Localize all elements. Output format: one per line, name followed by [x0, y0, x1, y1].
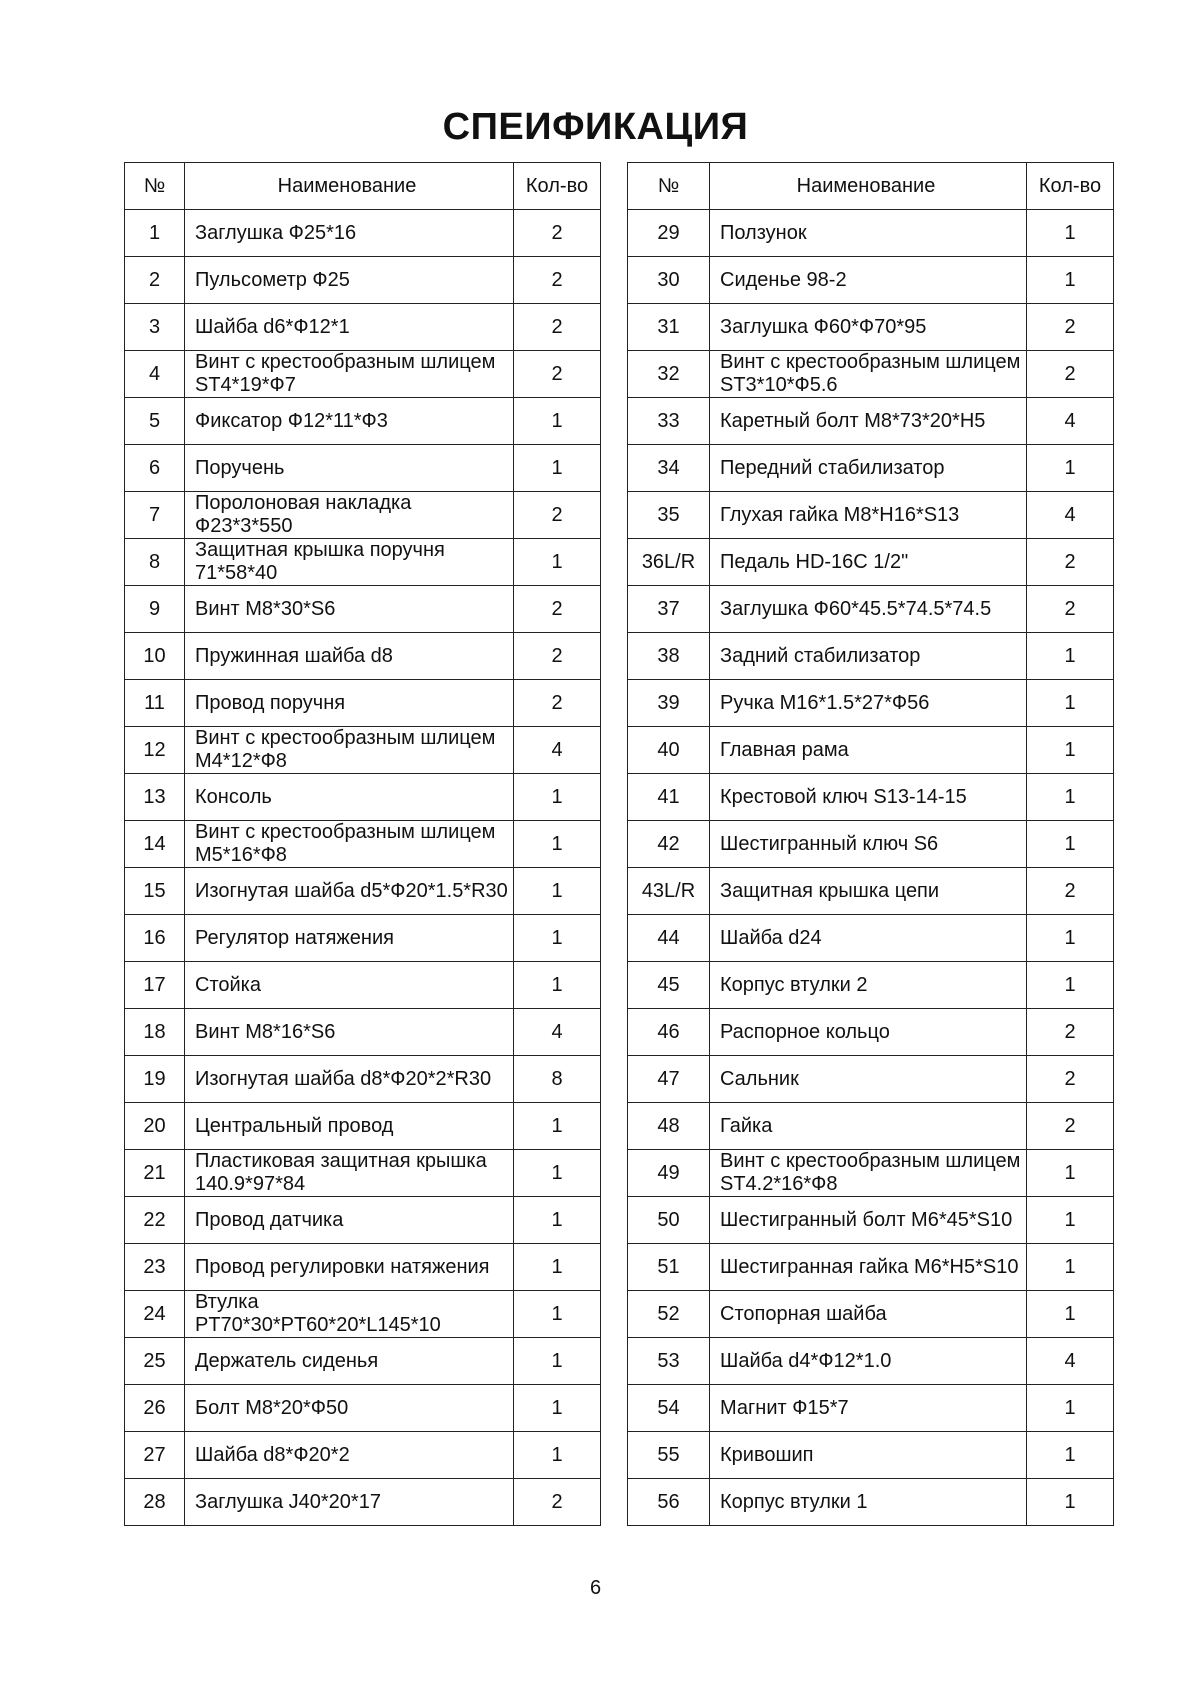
cell-name: Корпус втулки 1 [710, 1479, 1027, 1526]
cell-number: 6 [125, 445, 185, 492]
cell-name: Задний стабилизатор [710, 633, 1027, 680]
cell-name: Ползунок [710, 210, 1027, 257]
cell-quantity: 1 [514, 915, 601, 962]
table-row [628, 915, 1114, 962]
cell-name: Провод датчика [185, 1197, 514, 1244]
table-row [628, 445, 1114, 492]
cell-number: 25 [125, 1338, 185, 1385]
table-row [125, 398, 601, 445]
cell-quantity: 2 [1027, 304, 1114, 351]
table-row [628, 774, 1114, 821]
cell-number: 7 [125, 492, 185, 539]
cell-number: 56 [628, 1479, 710, 1526]
table-row [125, 351, 601, 398]
cell-number: 15 [125, 868, 185, 915]
table-row [628, 492, 1114, 539]
cell-quantity: 4 [1027, 398, 1114, 445]
header-quantity: Кол-во [1027, 163, 1114, 210]
table-row [628, 727, 1114, 774]
cell-name: Консоль [185, 774, 514, 821]
cell-name: Стопорная шайба [710, 1291, 1027, 1338]
cell-quantity: 1 [514, 868, 601, 915]
cell-number: 29 [628, 210, 710, 257]
cell-number: 52 [628, 1291, 710, 1338]
cell-name: Изогнутая шайба d8*Ф20*2*R30 [185, 1056, 514, 1103]
cell-name: Заглушка Ф60*Ф70*95 [710, 304, 1027, 351]
cell-name: Защитная крышка цепи [710, 868, 1027, 915]
cell-name: Гайка [710, 1103, 1027, 1150]
cell-number: 20 [125, 1103, 185, 1150]
cell-quantity: 1 [514, 1338, 601, 1385]
cell-number: 14 [125, 821, 185, 868]
cell-name: Магнит Ф15*7 [710, 1385, 1027, 1432]
cell-number: 19 [125, 1056, 185, 1103]
table-row [125, 868, 601, 915]
cell-name: Поручень [185, 445, 514, 492]
cell-number: 21 [125, 1150, 185, 1197]
cell-number: 53 [628, 1338, 710, 1385]
table-row [125, 727, 601, 774]
table-row [125, 539, 601, 586]
cell-quantity: 1 [1027, 1244, 1114, 1291]
cell-name: Распорное кольцо [710, 1009, 1027, 1056]
cell-quantity: 1 [1027, 257, 1114, 304]
cell-number: 27 [125, 1432, 185, 1479]
cell-name: Крестовой ключ S13-14-15 [710, 774, 1027, 821]
cell-number: 42 [628, 821, 710, 868]
cell-quantity: 2 [514, 351, 601, 398]
cell-quantity: 2 [514, 257, 601, 304]
cell-name: Винт с крестообразным шлицем M4*12*Ф8 [185, 727, 514, 774]
cell-quantity: 2 [514, 633, 601, 680]
cell-name: Винт с крестообразным шлицем ST4.2*16*Ф8 [710, 1150, 1027, 1197]
table-header-row [125, 163, 601, 210]
cell-name: Заглушка J40*20*17 [185, 1479, 514, 1526]
cell-quantity: 4 [1027, 492, 1114, 539]
cell-name: Винт с крестообразным шлицем M5*16*Ф8 [185, 821, 514, 868]
cell-quantity: 1 [514, 774, 601, 821]
cell-number: 41 [628, 774, 710, 821]
cell-name: Главная рама [710, 727, 1027, 774]
cell-name: Заглушка Ф60*45.5*74.5*74.5 [710, 586, 1027, 633]
cell-name: Регулятор натяжения [185, 915, 514, 962]
cell-name: Шайба d8*Ф20*2 [185, 1432, 514, 1479]
cell-name: Педаль HD-16C 1/2" [710, 539, 1027, 586]
table-row [628, 586, 1114, 633]
cell-quantity: 1 [1027, 915, 1114, 962]
cell-name: Стойка [185, 962, 514, 1009]
table-row [125, 1385, 601, 1432]
cell-quantity: 2 [514, 680, 601, 727]
table-row [628, 1244, 1114, 1291]
cell-quantity: 2 [1027, 539, 1114, 586]
table-row [125, 257, 601, 304]
table-row [628, 1432, 1114, 1479]
table-row [125, 1244, 601, 1291]
table-row [125, 680, 601, 727]
cell-quantity: 1 [1027, 774, 1114, 821]
cell-number: 49 [628, 1150, 710, 1197]
cell-name: Ручка M16*1.5*27*Ф56 [710, 680, 1027, 727]
cell-number: 38 [628, 633, 710, 680]
table-row [125, 445, 601, 492]
table-row [628, 1479, 1114, 1526]
table-row [125, 1056, 601, 1103]
cell-number: 37 [628, 586, 710, 633]
cell-name: Шестигранная гайка M6*H5*S10 [710, 1244, 1027, 1291]
cell-quantity: 1 [514, 1197, 601, 1244]
header-number: № [628, 163, 710, 210]
cell-quantity: 1 [514, 1244, 601, 1291]
cell-quantity: 1 [1027, 210, 1114, 257]
table-row [125, 1009, 601, 1056]
cell-name: Заглушка Ф25*16 [185, 210, 514, 257]
table-row [628, 1150, 1114, 1197]
table-row [125, 821, 601, 868]
cell-quantity: 1 [514, 962, 601, 1009]
table-row [628, 633, 1114, 680]
cell-number: 4 [125, 351, 185, 398]
cell-quantity: 2 [514, 492, 601, 539]
cell-name: Винт M8*30*S6 [185, 586, 514, 633]
cell-number: 35 [628, 492, 710, 539]
cell-number: 33 [628, 398, 710, 445]
cell-number: 44 [628, 915, 710, 962]
cell-name: Держатель сиденья [185, 1338, 514, 1385]
table-row [628, 1197, 1114, 1244]
cell-quantity: 2 [1027, 351, 1114, 398]
table-row [628, 868, 1114, 915]
cell-number: 8 [125, 539, 185, 586]
cell-quantity: 2 [1027, 1103, 1114, 1150]
cell-name: Втулка PT70*30*PT60*20*L145*10 [185, 1291, 514, 1338]
cell-quantity: 1 [1027, 962, 1114, 1009]
cell-name: Пульсометр Ф25 [185, 257, 514, 304]
cell-quantity: 1 [514, 1432, 601, 1479]
cell-quantity: 1 [514, 1291, 601, 1338]
cell-number: 54 [628, 1385, 710, 1432]
cell-quantity: 1 [1027, 1291, 1114, 1338]
cell-quantity: 2 [1027, 1009, 1114, 1056]
cell-name: Каретный болт M8*73*20*H5 [710, 398, 1027, 445]
table-row [125, 1291, 601, 1338]
cell-name: Шестигранный ключ S6 [710, 821, 1027, 868]
table-row [628, 1291, 1114, 1338]
cell-number: 28 [125, 1479, 185, 1526]
cell-name: Винт с крестообразным шлицем ST4*19*Ф7 [185, 351, 514, 398]
cell-name: Болт M8*20*Ф50 [185, 1385, 514, 1432]
cell-number: 3 [125, 304, 185, 351]
cell-quantity: 1 [1027, 1479, 1114, 1526]
cell-name: Шайба d4*Ф12*1.0 [710, 1338, 1027, 1385]
cell-quantity: 1 [1027, 1385, 1114, 1432]
cell-number: 12 [125, 727, 185, 774]
cell-number: 18 [125, 1009, 185, 1056]
cell-number: 34 [628, 445, 710, 492]
table-row [628, 304, 1114, 351]
cell-number: 13 [125, 774, 185, 821]
cell-name: Изогнутая шайба d5*Ф20*1.5*R30 [185, 868, 514, 915]
cell-quantity: 2 [1027, 586, 1114, 633]
cell-quantity: 2 [514, 1479, 601, 1526]
cell-quantity: 1 [1027, 445, 1114, 492]
cell-name: Провод поручня [185, 680, 514, 727]
table-row [628, 539, 1114, 586]
cell-number: 39 [628, 680, 710, 727]
table-row [125, 1479, 601, 1526]
table-row [628, 1385, 1114, 1432]
cell-number: 40 [628, 727, 710, 774]
cell-name: Фиксатор Ф12*11*Ф3 [185, 398, 514, 445]
cell-quantity: 1 [514, 1103, 601, 1150]
cell-name: Передний стабилизатор [710, 445, 1027, 492]
cell-quantity: 1 [1027, 633, 1114, 680]
table-row [628, 210, 1114, 257]
cell-number: 46 [628, 1009, 710, 1056]
table-row [628, 351, 1114, 398]
cell-quantity: 4 [514, 727, 601, 774]
cell-quantity: 4 [514, 1009, 601, 1056]
cell-quantity: 2 [514, 586, 601, 633]
table-row [125, 1432, 601, 1479]
cell-name: Корпус втулки 2 [710, 962, 1027, 1009]
table-row [125, 492, 601, 539]
table-row [628, 962, 1114, 1009]
table-row [125, 633, 601, 680]
cell-quantity: 1 [1027, 821, 1114, 868]
cell-name: Винт M8*16*S6 [185, 1009, 514, 1056]
cell-name: Защитная крышка поручня 71*58*40 [185, 539, 514, 586]
cell-number: 10 [125, 633, 185, 680]
spec-table-right [627, 162, 1114, 1526]
cell-name: Сальник [710, 1056, 1027, 1103]
cell-name: Кривошип [710, 1432, 1027, 1479]
table-row [628, 1056, 1114, 1103]
header-quantity: Кол-во [514, 163, 601, 210]
cell-number: 36L/R [628, 539, 710, 586]
cell-name: Винт с крестообразным шлицем ST3*10*Ф5.6 [710, 351, 1027, 398]
cell-quantity: 2 [514, 210, 601, 257]
cell-number: 50 [628, 1197, 710, 1244]
table-row [125, 1103, 601, 1150]
cell-quantity: 4 [1027, 1338, 1114, 1385]
table-row [125, 586, 601, 633]
cell-number: 2 [125, 257, 185, 304]
page-number: 6 [589, 1577, 602, 1599]
cell-name: Пластиковая защитная крышка 140.9*97*84 [185, 1150, 514, 1197]
cell-number: 26 [125, 1385, 185, 1432]
cell-quantity: 1 [1027, 1197, 1114, 1244]
page-title: СПЕИФИКАЦИЯ [442, 106, 749, 148]
cell-quantity: 1 [1027, 1432, 1114, 1479]
cell-name: Пружинная шайба d8 [185, 633, 514, 680]
cell-name: Поролоновая накладка Ф23*3*550 [185, 492, 514, 539]
table-row [125, 774, 601, 821]
cell-number: 45 [628, 962, 710, 1009]
table-row [628, 1103, 1114, 1150]
spec-table-left [124, 162, 601, 1526]
cell-number: 48 [628, 1103, 710, 1150]
cell-number: 47 [628, 1056, 710, 1103]
table-row [125, 1150, 601, 1197]
header-name: Наименование [185, 163, 514, 210]
cell-number: 32 [628, 351, 710, 398]
cell-name: Шестигранный болт M6*45*S10 [710, 1197, 1027, 1244]
cell-number: 30 [628, 257, 710, 304]
cell-quantity: 2 [514, 304, 601, 351]
table-header-row [628, 163, 1114, 210]
cell-number: 17 [125, 962, 185, 1009]
cell-name: Провод регулировки натяжения [185, 1244, 514, 1291]
cell-number: 22 [125, 1197, 185, 1244]
header-number: № [125, 163, 185, 210]
cell-quantity: 1 [1027, 680, 1114, 727]
table-row [125, 962, 601, 1009]
cell-quantity: 1 [514, 398, 601, 445]
cell-quantity: 1 [1027, 727, 1114, 774]
cell-number: 16 [125, 915, 185, 962]
cell-quantity: 1 [514, 1385, 601, 1432]
cell-number: 55 [628, 1432, 710, 1479]
table-row [628, 1009, 1114, 1056]
cell-number: 31 [628, 304, 710, 351]
cell-number: 9 [125, 586, 185, 633]
table-row [628, 680, 1114, 727]
cell-quantity: 8 [514, 1056, 601, 1103]
cell-quantity: 1 [514, 539, 601, 586]
cell-name: Шайба d24 [710, 915, 1027, 962]
table-row [628, 1338, 1114, 1385]
cell-number: 51 [628, 1244, 710, 1291]
cell-number: 11 [125, 680, 185, 727]
table-row [628, 257, 1114, 304]
table-row [628, 821, 1114, 868]
cell-name: Сиденье 98-2 [710, 257, 1027, 304]
cell-number: 24 [125, 1291, 185, 1338]
cell-number: 43L/R [628, 868, 710, 915]
table-row [628, 398, 1114, 445]
cell-quantity: 1 [514, 1150, 601, 1197]
table-row [125, 304, 601, 351]
cell-quantity: 1 [514, 821, 601, 868]
cell-quantity: 2 [1027, 868, 1114, 915]
cell-quantity: 1 [514, 445, 601, 492]
cell-number: 1 [125, 210, 185, 257]
cell-quantity: 1 [1027, 1150, 1114, 1197]
table-row [125, 1338, 601, 1385]
cell-quantity: 2 [1027, 1056, 1114, 1103]
cell-name: Глухая гайка M8*H16*S13 [710, 492, 1027, 539]
cell-name: Шайба d6*Ф12*1 [185, 304, 514, 351]
cell-number: 5 [125, 398, 185, 445]
table-row [125, 915, 601, 962]
cell-number: 23 [125, 1244, 185, 1291]
header-name: Наименование [710, 163, 1027, 210]
cell-name: Центральный провод [185, 1103, 514, 1150]
table-row [125, 1197, 601, 1244]
table-row [125, 210, 601, 257]
